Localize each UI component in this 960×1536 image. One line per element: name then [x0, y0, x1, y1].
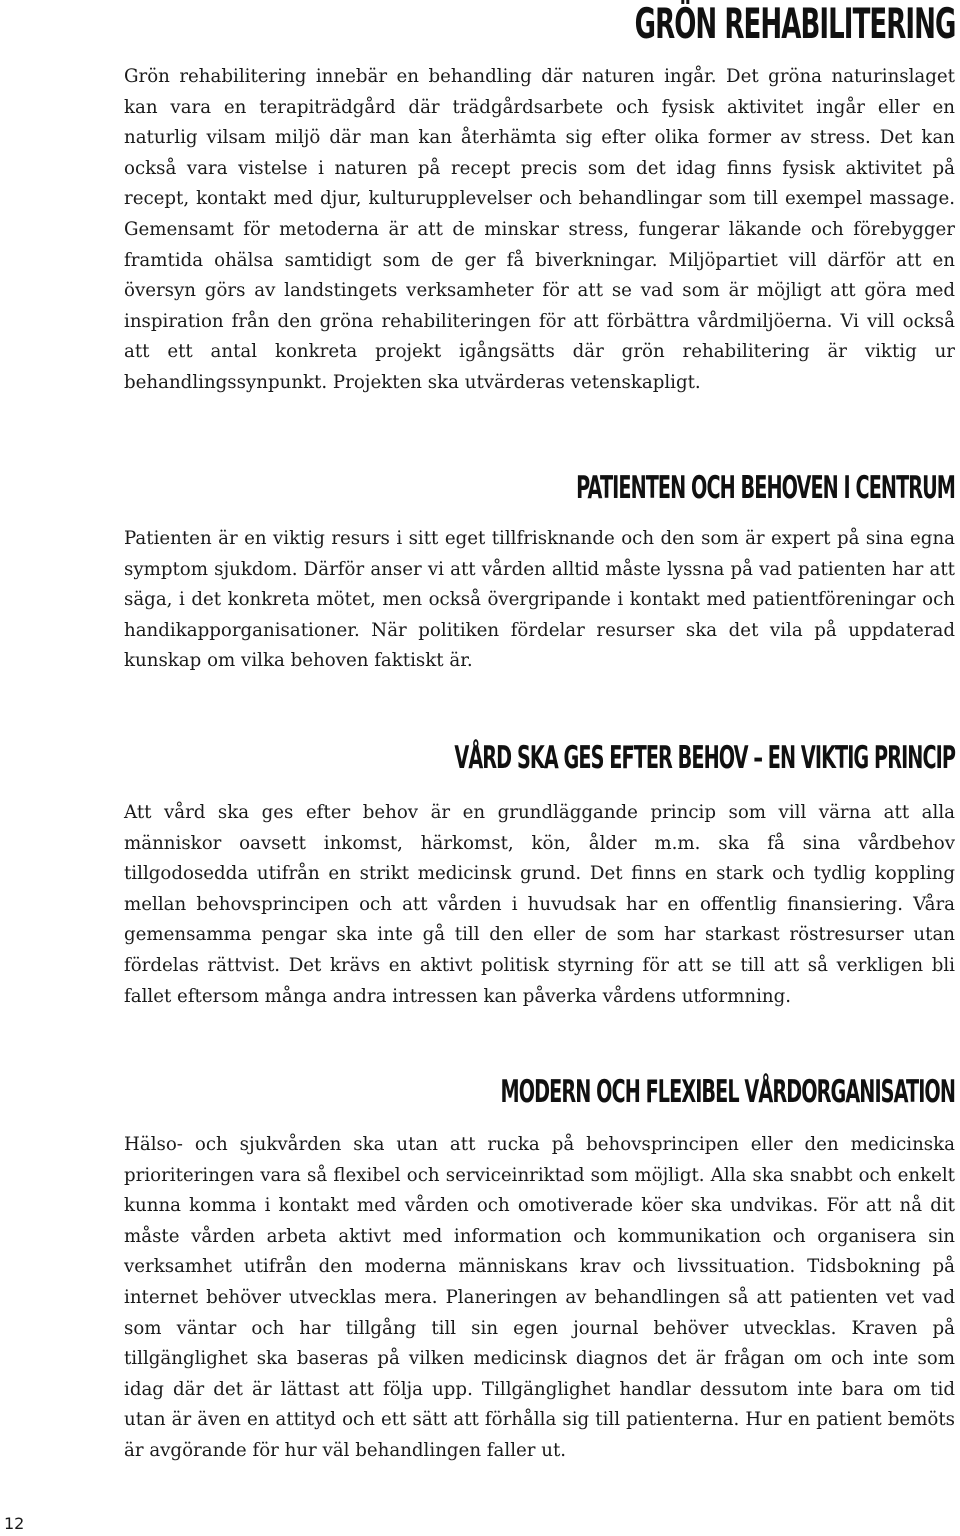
section-vard-efter-behov-text: Att vård ska ges efter behov är en grundläggande princip som vill värna att alla människor oavsett inkomst, härkomst, kön, ålder m.m. ska få sina vårdbehov tillgodosedda utifrån en strikt medicinsk grund. Det finns en stark och tydlig koppling mellan behovsprincipen och att vården i huvudsak har en offentlig finansiering. Våra gemensamma pengar ska inte gå till den eller de som har starkast röstresurser utan fördelas rättvist. Det krävs en aktivt politisk styrning för att se till att så verkligen bli fallet eftersom många andra intressen kan påverka vårdens utformning. — [124, 802, 955, 1007]
section-patienten — [124, 470, 955, 677]
section-patienten-text: Patienten är en viktig resurs i sitt eget tillfrisknande och den som är expert på sina egna symptom sjukdom. Därför anser vi att vården alltid måste lyssna på vad patienten har att säga, i det konkreta mötet, men också övergripande i kontakt med patientföreningar och handikapporganisationer. När politiken fördelar resurser ska det vila på uppdaterad kunskap om vilka behoven faktiskt är. — [124, 528, 955, 672]
section-modern-vardorganisation — [124, 1074, 955, 1467]
section-heading-modern-vardorganisation: MODERN OCH FLEXIBEL VÅRDORGANISATION — [500, 1074, 955, 1110]
page-number: 12 — [4, 1514, 25, 1533]
section-heading-patienten: PATIENTEN OCH BEHOVEN I CENTRUM — [576, 470, 955, 506]
section-modern-vardorganisation-text: Hälso- och sjukvården ska utan att rucka på behovsprincipen eller den medicinska prioriteringen vara så flexibel och serviceinriktad som möjligt. Alla ska snabbt och enkelt kunna komma i kontakt med vården och omotiverade köer ska undvikas. För att nå dit måste vården arbeta aktivt med information och kommunikation och organisera sin verksamhet utifrån den moderna människans krav och livssituation. Tidsbokning på internet behöver utvecklas mera. Planeringen av behandlingen så att patienten vet vad som väntar och har tillgång till sin egen journal behöver utvecklas. Kraven på tillgänglighet ska baseras på vilken medicinsk diagnos det är frågan om och inte som idag där det är lättast att följa upp. Tillgänglighet handlar dessutom inte bara om tid utan är även en attityd och ett sätt att förhålla sig till patienterna. Hur en patient bemöts är avgörande för hur väl behandlingen faller ut. — [124, 1134, 955, 1461]
main-heading: GRÖN REHABILITERING — [634, 0, 955, 48]
section-intro — [124, 62, 955, 399]
section-vard-efter-behov — [124, 740, 955, 1012]
section-intro-text: Grön rehabilitering innebär en behandling där naturen ingår. Det gröna naturinslaget kan vara en terapiträdgård där trädgårdsarbete och fysisk aktivitet ingår eller en naturlig vilsam miljö där man kan återhämta sig efter olika former av stress. Det kan också vara vistelse i naturen på recept precis som det idag finns fysisk aktivitet på recept, kontakt med djur, kulturupplevelser och behandlingar som till exempel massage. Gemensamt för metoderna är att de minskar stress, fungerar läkande och förebygger framtida ohälsa samtidigt som de ger få biverkningar. Miljöpartiet vill därför att en översyn görs av landstingets verksamheter för att se vad som är möjligt att göra med inspiration från den gröna rehabiliteringen för att förbättra vårdmiljöerna. Vi vill också att ett antal konkreta projekt igångsätts där grön rehabilitering är viktig ur behandlingssynpunkt. Projekten ska utvärderas vetenskapligt. — [124, 66, 955, 393]
section-heading-vard-efter-behov: VÅRD SKA GES EFTER BEHOV – EN VIKTIG PRINCIP — [454, 740, 955, 776]
